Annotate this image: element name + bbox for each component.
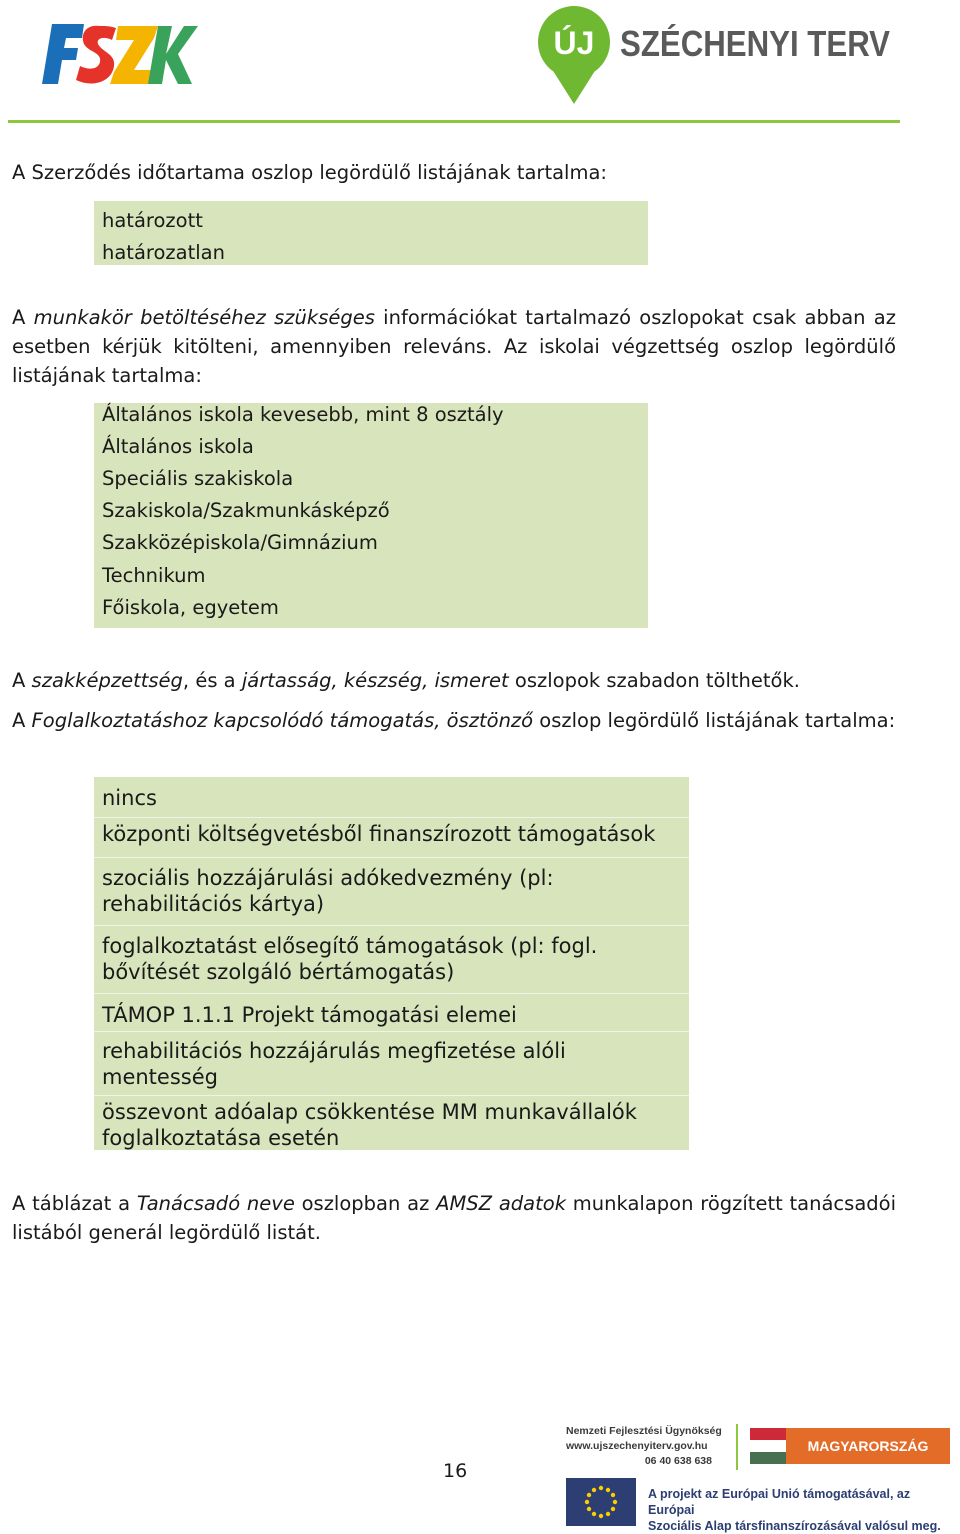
list-item: Általános iskola xyxy=(102,435,254,458)
agency-url: www.ujszechenyiterv.gov.hu xyxy=(566,1440,708,1452)
eu-note-line: Szociális Alap társfinanszírozásával valósul meg. xyxy=(648,1519,941,1533)
list-item: Technikum xyxy=(102,564,206,587)
list-item: foglalkoztatást elősegítő támogatások (pl: fogl. xyxy=(102,934,598,958)
hungarian-flag-icon xyxy=(750,1428,786,1464)
list-item-continued: foglalkoztatása esetén xyxy=(102,1126,340,1150)
uj-badge-text: ÚJ xyxy=(553,25,595,61)
list-item: Szakközépiskola/Gimnázium xyxy=(102,531,378,554)
eu-funding-note xyxy=(648,1486,958,1534)
contract-duration-options-box xyxy=(94,201,648,265)
list-item: központi költségvetésből finanszírozott támogatások xyxy=(102,822,656,846)
list-item: Általános iskola kevesebb, mint 8 osztály xyxy=(102,403,504,426)
list-item-continued: rehabilitációs kártya) xyxy=(102,892,325,916)
agency-phone: 06 40 638 638 xyxy=(644,1455,712,1467)
list-item: szociális hozzájárulási adókedvezmény (pl: xyxy=(102,866,554,890)
list-item: összevont adóalap csökkentése MM munkavállalók xyxy=(102,1100,637,1124)
list-item: határozatlan xyxy=(102,241,225,264)
eu-flag-icon xyxy=(566,1478,636,1526)
header-divider xyxy=(8,120,900,123)
list-item: rehabilitációs hozzájárulás megfizetése alóli xyxy=(102,1039,566,1063)
support-options-box xyxy=(94,777,689,1150)
contract-duration-intro: A Szerződés időtartama oszlop legördülő listájának tartalma: xyxy=(12,161,607,184)
free-fill-note: A szakképzettség, és a jártasság, készség, ismeret oszlopok szabadon tölthetők. xyxy=(12,669,800,692)
agency-name: Nemzeti Fejlesztési Ügynökség xyxy=(566,1425,722,1437)
svg-text:FSZK: FSZK xyxy=(38,12,41,13)
list-item: Szakiskola/Szakmunkásképző xyxy=(102,499,390,522)
megujul-banner: MAGYARORSZÁG MEGÚJUL xyxy=(786,1428,950,1464)
agency-logo xyxy=(728,1424,748,1470)
list-item-continued: mentesség xyxy=(102,1065,218,1089)
list-item: határozott xyxy=(102,209,203,232)
szechenyi-terv-text: SZÉCHENYI TERV xyxy=(620,23,890,64)
list-item: Főiskola, egyetem xyxy=(102,596,279,619)
education-options-box xyxy=(94,403,648,628)
list-item: TÁMOP 1.1.1 Projekt támogatási elemei xyxy=(102,1003,517,1027)
list-item: Speciális szakiskola xyxy=(102,467,294,490)
agency-info xyxy=(566,1424,726,1469)
page-number: 16 xyxy=(443,1460,468,1482)
education-intro: A munkakör betöltéséhez szükséges információkat tartalmazó oszlopokat csak abban az esetben kérjük kitölteni, amennyiben releváns. Az iskolai végzettség oszlop legördülő listájának tartalma: xyxy=(12,306,896,387)
szechenyi-terv-logo xyxy=(536,2,906,110)
list-item: nincs xyxy=(102,786,157,810)
list-item-continued: bővítését szolgáló bértámogatás) xyxy=(102,960,455,984)
support-intro: A Foglalkoztatáshoz kapcsolódó támogatás, ösztönző oszlop legördülő listájának tartalma: xyxy=(12,709,896,732)
fszk-logo xyxy=(38,12,198,92)
eu-note-line: A projekt az Európai Unió támogatásával, az Európai xyxy=(648,1487,911,1517)
advisor-note: A táblázat a Tanácsadó neve oszlopban az AMSZ adatok munkalapon rögzített tanácsadói listából generál legördülő listát. xyxy=(12,1192,896,1244)
